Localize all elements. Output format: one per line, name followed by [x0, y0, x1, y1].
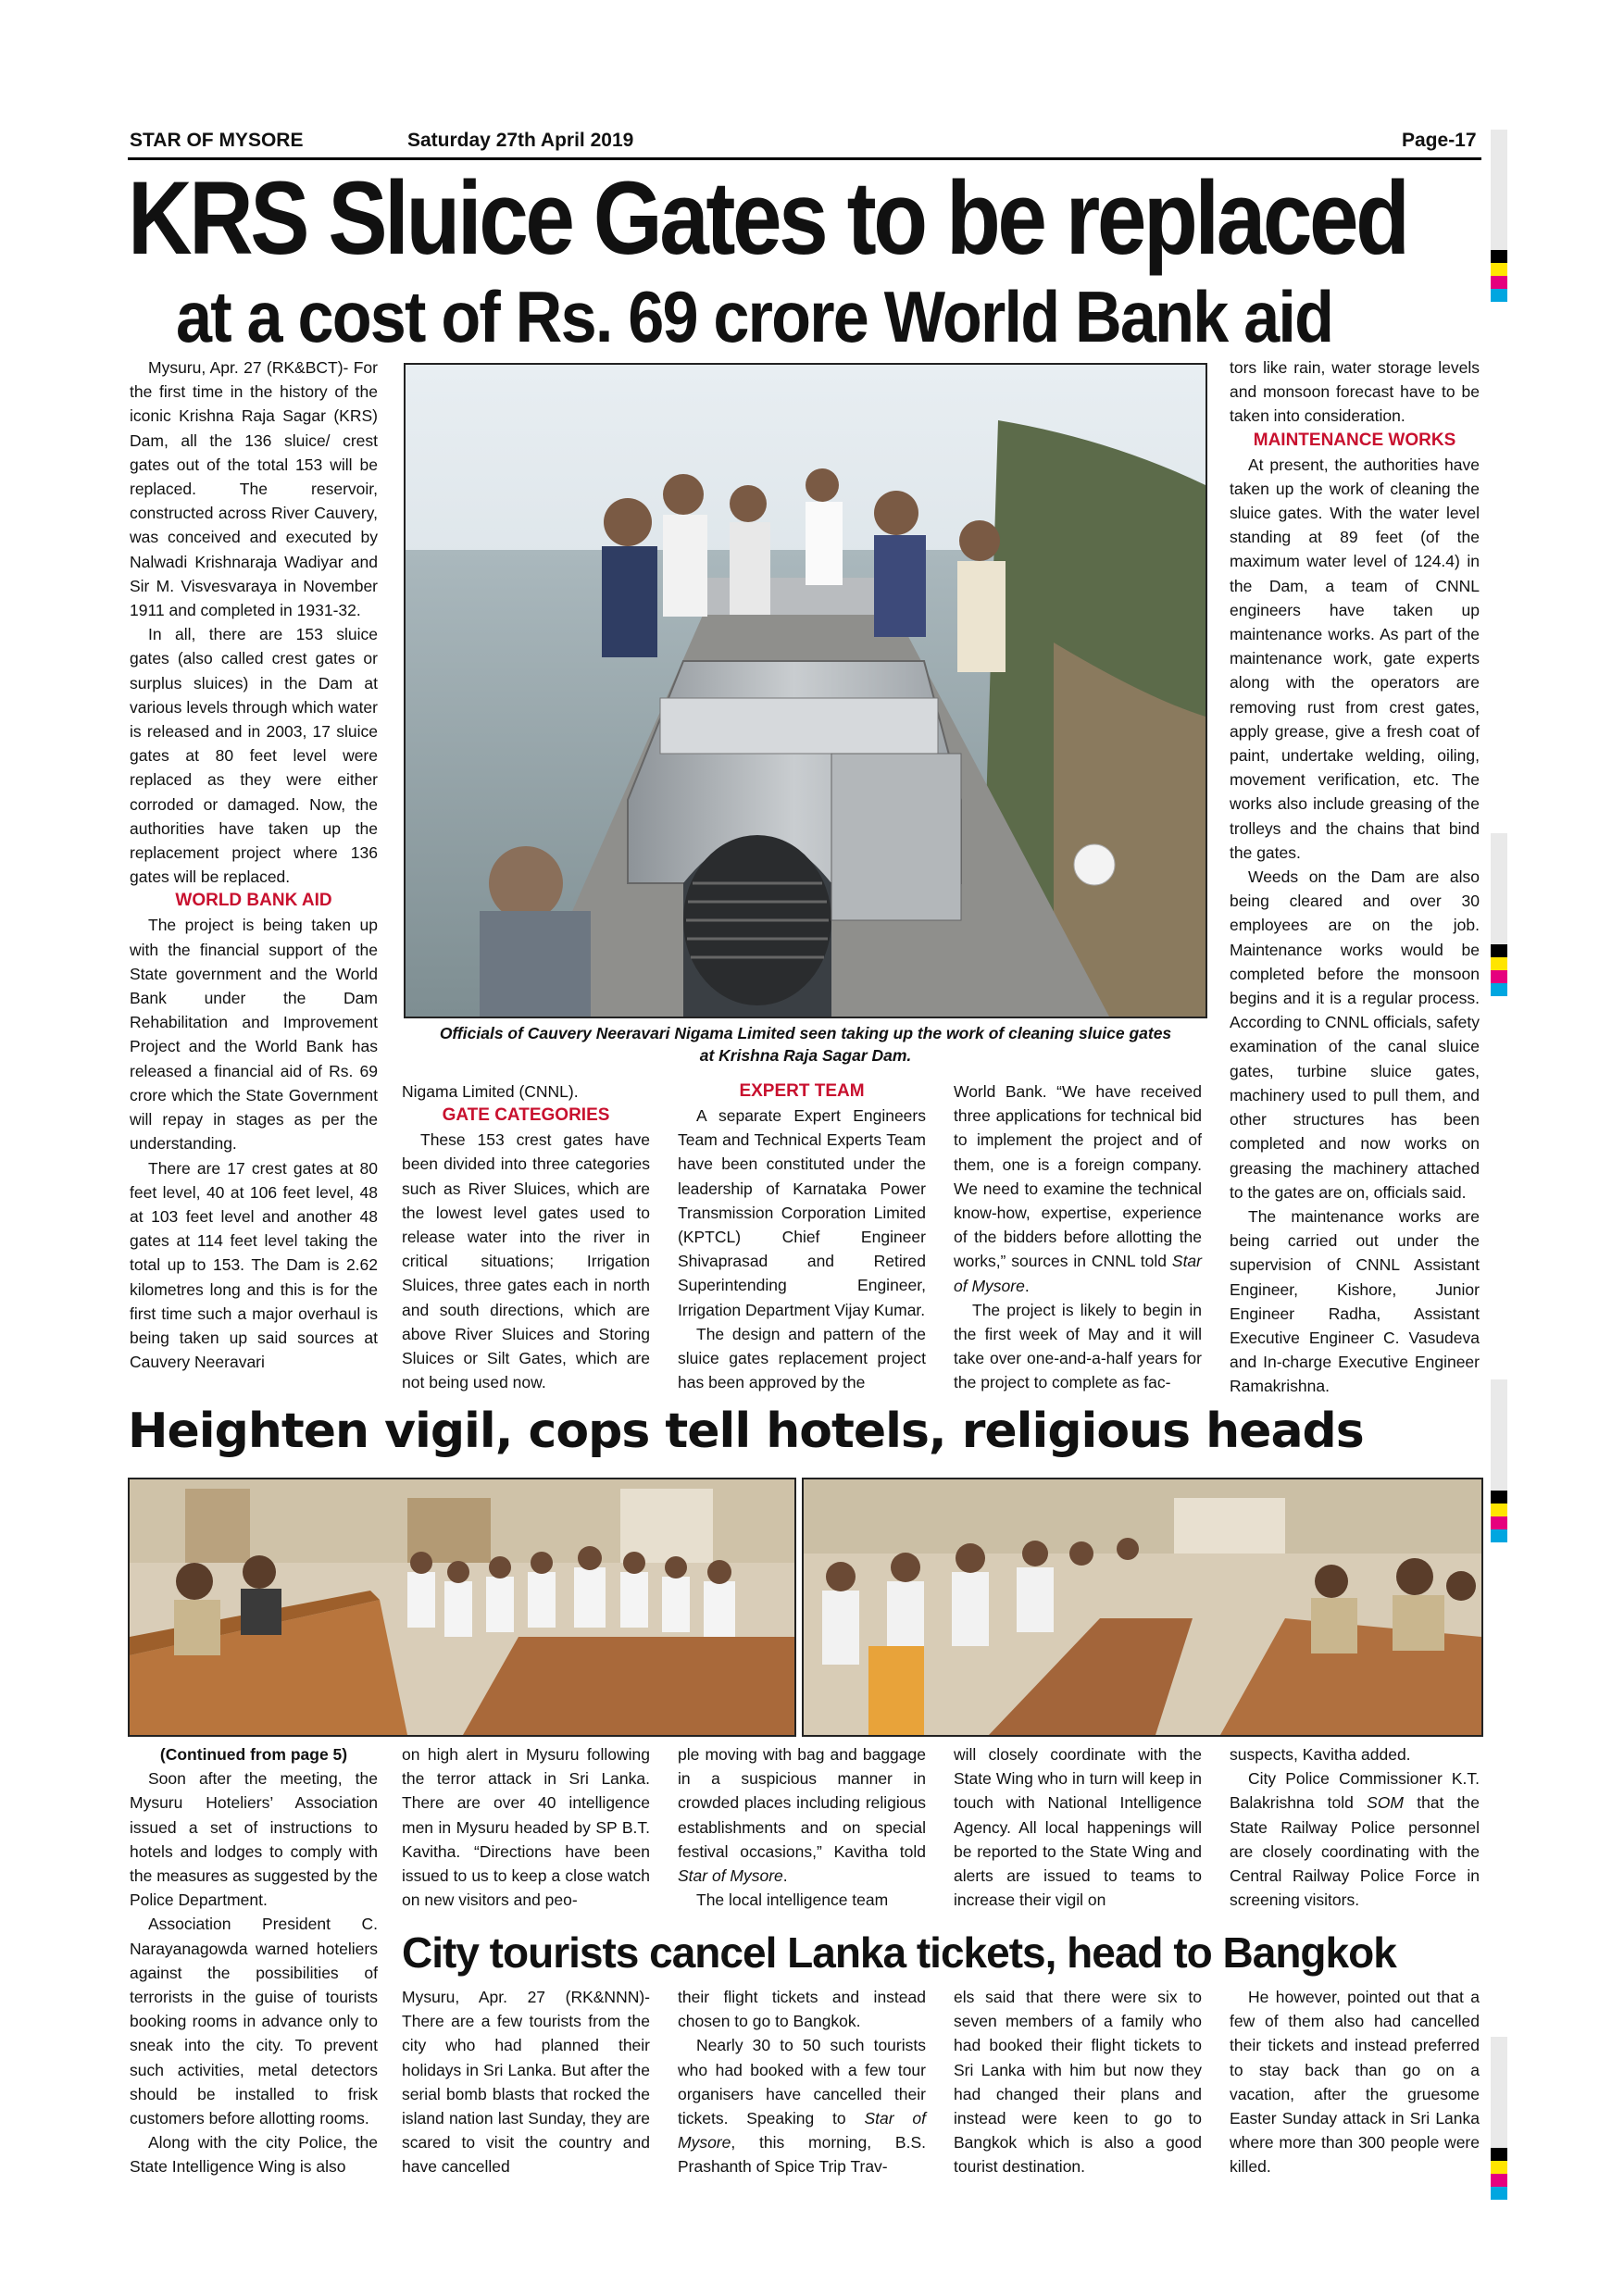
- color-bar-yellow-3: [1491, 1504, 1507, 1516]
- krs-paragraph: Nigama Limited (CNNL).: [402, 1082, 579, 1101]
- krs-paragraph: The design and pattern of the sluice gates replacement project has been approved by the: [678, 1324, 926, 1392]
- tourists-paragraph: He however, pointed out that a few of them also had cancelled their tickets and instead preferred to stay back than go on a vacation, after the gruesome Easter Sunday attack in Sri Lanka where more than 300 people were killed.: [1230, 1988, 1480, 2177]
- text-run: ple moving with bag and baggage in a suspicious manner in crowded places including religious establishments and on special festival occasions,” Kavitha told: [678, 1745, 926, 1861]
- text-run: , this morning, B.S. Prashanth of Spice Trip Trav-: [678, 2133, 926, 2177]
- headline-krs: KRS Sluice Gates to be replaced: [128, 160, 1407, 276]
- text-run: World Bank. “We have received three applications for technical bid to implement the project and of them, one is a foreign company. We need to examine the technical know-how, expertise, experience of the bidders before allotting the works,” sources in CNNL told: [954, 1082, 1202, 1271]
- krs-column-1: [130, 356, 378, 1374]
- tourists-column-3: [678, 1985, 926, 2179]
- publication-name: Star of Mysore: [678, 1866, 783, 1886]
- color-bar-magenta-4: [1491, 2174, 1507, 2187]
- color-bar-black-3: [1491, 1491, 1507, 1504]
- krs-paragraph: The project is being taken up with the financial support of the State government and the World Bank under the Dam Rehabilitation and Improvement Project and the World Bank has released a financial aid of Rs. 69 crore which the State Government will repay in stages as per the understanding.: [130, 916, 378, 1154]
- vigil-column-4: [954, 1742, 1202, 1912]
- color-bar-cyan-2: [1491, 983, 1507, 996]
- color-bar-magenta-3: [1491, 1516, 1507, 1529]
- publication-name: Star of Mysore: [678, 2109, 926, 2152]
- color-bar-yellow: [1491, 263, 1507, 276]
- color-bar-yellow-2: [1491, 957, 1507, 970]
- vigil-paragraph: The local intelligence team: [696, 1890, 889, 1910]
- krs-paragraph: A separate Expert Engineers Team and Technical Experts Team have been constituted under the leadership of Karnataka Power Transmission Corporation Limited (KPTCL) Chief Engineer Shivaprasad and Retired Superintending Engineer, Irrigation Department Vijay Kumar.: [678, 1106, 926, 1319]
- color-bar-cyan-3: [1491, 1529, 1507, 1542]
- tourists-column-5: [1230, 1985, 1480, 2179]
- vigil-column-5: [1230, 1742, 1480, 1912]
- tourists-column-2: [402, 1985, 650, 2179]
- color-bar-gray-2: [1491, 833, 1507, 944]
- krs-sluice-gate-photo: [404, 363, 1207, 1018]
- vigil-paragraph: [678, 1742, 926, 1888]
- vigil-paragraph: on high alert in Mysuru following the terror attack in Sri Lanka. There are over 40 intelligence men in Mysuru headed by SP B.T. Kavitha. “Directions have been issued to us to keep a close watch on new visitors and peo-: [402, 1745, 650, 1910]
- color-bar-magenta: [1491, 276, 1507, 289]
- color-bar-cyan-4: [1491, 2187, 1507, 2200]
- subhead-gate-categories: GATE CATEGORIES: [442, 1105, 610, 1126]
- krs-paragraph: The project is likely to begin in the first week of May and it will take over one-and-a-half years for the project to complete as fac-: [954, 1300, 1202, 1392]
- text-run: that the State Railway Police personnel are closely coordinating with the Central Railway Police Force in screening visitors.: [1230, 1793, 1480, 1910]
- krs-paragraph: In all, there are 153 sluice gates (also called crest gates or surplus sluices) in the Dam at various levels through which water is released and in 2003, 17 sluice gates at 80 feet level were replaced as they were either corroded or damaged. Now, the authorities have taken up the replacement project where 136 gates will be replaced.: [130, 625, 378, 887]
- text-run: .: [1024, 1276, 1030, 1295]
- color-bar-magenta-2: [1491, 970, 1507, 983]
- issue-date: Saturday 27th April 2019: [407, 130, 634, 151]
- headline-city-tourists: City tourists cancel Lanka tickets, head to Bangkok: [402, 1928, 1396, 1977]
- subheadline-krs: at a cost of Rs. 69 crore World Bank aid: [176, 276, 1333, 357]
- color-bar-black: [1491, 250, 1507, 263]
- text-run: Nearly 30 to 50 such tourists who had booked with a few tour organisers have cancelled their tickets. Speaking to: [678, 2036, 926, 2128]
- color-bar-black-4: [1491, 2148, 1507, 2161]
- krs-column-3: [678, 1079, 926, 1394]
- subhead-maintenance-works: MAINTENANCE WORKS: [1253, 430, 1456, 450]
- meeting-photo-right-illustration: [804, 1479, 1481, 1735]
- vigil-paragraph: [1230, 1766, 1480, 1912]
- tourists-paragraph: Mysuru, Apr. 27 (RK&NNN)- There are a few tourists from the city who had planned their holidays in Sri Lanka. But after the serial bomb blasts that rocked the island nation last Sunday, they are scared to visit the country and have cancelled: [402, 1988, 650, 2177]
- paper-name: STAR OF MYSORE: [130, 130, 304, 151]
- krs-paragraph: The maintenance works are being carried out under the supervision of CNNL Assistant Engineer, Kishore, Junior Engineer Radha, Assistant Executive Engineer C. Vasudeva and In-charge Executive Engineer Ramakrishna.: [1230, 1206, 1480, 1396]
- krs-paragraph: tors like rain, water storage levels and monsoon forecast have to be taken into consideration.: [1230, 358, 1480, 426]
- meeting-photo-left: [128, 1478, 796, 1737]
- tourists-paragraph: their flight tickets and instead chosen to go to Bangkok.: [678, 1988, 926, 2031]
- text-run: City Police Commissioner K.T. Balakrishna told: [1230, 1769, 1480, 1813]
- tourists-paragraph: [678, 2033, 926, 2178]
- publication-name: Star of Mysore: [954, 1252, 1202, 1295]
- vigil-paragraph: Along with the city Police, the State Intelligence Wing is also: [130, 2133, 378, 2177]
- subhead-world-bank-aid: WORLD BANK AID: [175, 891, 332, 911]
- vigil-paragraph: Association President C. Narayanagowda warned hoteliers against the possibilities of terrorists in the guise of tourists booking rooms in advance only to sneak into the city. To prevent such activities, metal detectors should be installed to frisk customers before allotting rooms.: [130, 1915, 378, 2128]
- krs-paragraph: There are 17 crest gates at 80 feet level, 40 at 106 feet level, 48 at 103 feet level and another 48 gates at 114 feet level taking the total up to 153. The Dam is 2.62 kilometres long and this is for the first time such a major overhaul is being taken up said sources at Cauvery Neeravari: [130, 1158, 378, 1372]
- krs-paragraph: Weeds on the Dam are also being cleared and over 30 employees are on the job. Maintenance works would be completed before the monsoon begins and it is a regular process. According to CNNL officials, safety examination of the canal sluice gates, turbine sluice gates, machinery used to pull them, and other structures has been completed and now works on greasing the machinery attached to the gates are on, officials said.: [1230, 867, 1480, 1202]
- krs-paragraph: At present, the authorities have taken up the work of cleaning the sluice gates. With the water level standing at 89 feet (of the maximum water level of 124.4) in the Dam, a team of CNNL engineers have taken up maintenance works. As part of the maintenance work, gate experts along with the operators are removing rust from crest gates, apply grease, give a fresh coat of paint, undertake welding, oiling, movement verification, etc. The works also include greasing of the trolleys and the chains that bind the gates.: [1230, 455, 1480, 862]
- krs-paragraph: Mysuru, Apr. 27 (RK&BCT)- For the first time in the history of the iconic Krishna Raja Sagar (KRS) Dam, all the 136 sluice/ crest gates out of the total 153 will be replaced. The reservoir, constructed across River Cauvery, was conceived and executed by Nalwadi Krishnaraja Wadiyar and Sir M. Visvesvaraya in November 1911 and completed in 1931-32.: [130, 358, 378, 620]
- vigil-column-1: [130, 1742, 378, 2179]
- krs-column-2: [402, 1079, 650, 1394]
- continued-from: (Continued from page 5): [159, 1745, 348, 1764]
- color-bar-gray: [1491, 130, 1507, 250]
- krs-paragraph: [954, 1079, 1202, 1298]
- krs-column-5: [1230, 356, 1480, 1399]
- vigil-column-3: [678, 1742, 926, 1912]
- page-number: Page-17: [1402, 130, 1477, 151]
- headline-heighten-vigil: Heighten vigil, cops tell hotels, religious heads: [128, 1404, 1364, 1459]
- text-run: .: [782, 1866, 788, 1886]
- meeting-photo-left-illustration: [130, 1479, 794, 1735]
- meeting-photo-right: [802, 1478, 1483, 1737]
- vigil-paragraph: Soon after the meeting, the Mysuru Hoteliers’ Association issued a set of instructions to hotels and lodges to comply with the measures as suggested by the Police Department.: [130, 1769, 378, 1910]
- publication-abbrev: SOM: [1367, 1793, 1404, 1813]
- vigil-paragraph: suspects, Kavitha added.: [1230, 1745, 1411, 1764]
- vigil-paragraph: will closely coordinate with the State Wing who in turn will keep in touch with National Intelligence Agency. All local happenings will be reported to the State Wing and alerts are issued to teams to increase their vigil on: [954, 1745, 1202, 1910]
- color-bar-gray-4: [1491, 2037, 1507, 2148]
- krs-column-4: [954, 1079, 1202, 1395]
- krs-paragraph: These 153 crest gates have been divided into three categories such as River Sluices, which are the lowest level gates used to release water into the river in critical situations; Irrigation Sluices, three gates each in north and south directions, which are above River Sluices and Storing Sluices or Silt Gates, which are not being used now.: [402, 1130, 650, 1392]
- krs-photo-caption: Officials of Cauvery Neeravari Nigama Limited seen taking up the work of cleaning sluice gates at Krishna Raja Sagar Dam.: [439, 1024, 1172, 1065]
- dam-photo-illustration: [406, 365, 1206, 1017]
- tourists-column-4: [954, 1985, 1202, 2179]
- tourists-paragraph: els said that there were six to seven members of a family who had booked their flight tickets to Sri Lanka with him but now they had changed their plans and instead were keen to go to Bangkok which is also a good tourist destination.: [954, 1988, 1202, 2177]
- vigil-column-2: [402, 1742, 650, 1912]
- color-bar-gray-3: [1491, 1379, 1507, 1491]
- color-bar-black-2: [1491, 944, 1507, 957]
- subhead-expert-team: EXPERT TEAM: [739, 1081, 865, 1101]
- color-bar-yellow-4: [1491, 2161, 1507, 2174]
- color-bar-cyan: [1491, 289, 1507, 302]
